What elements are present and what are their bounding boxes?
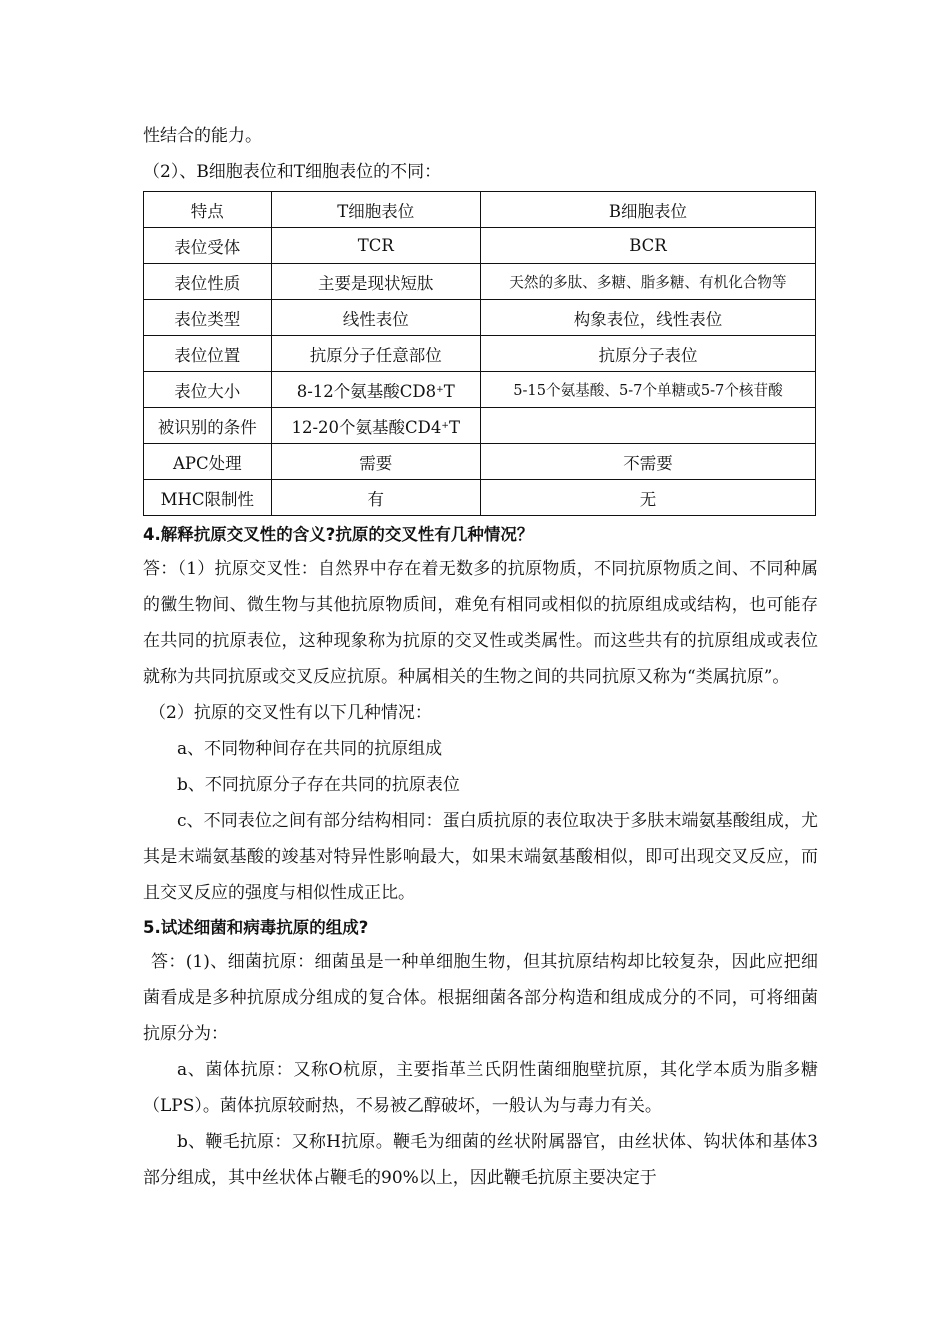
t-epitope-cell: 线性表位 <box>271 300 480 336</box>
cell-text-suffix: T <box>448 417 460 437</box>
b-epitope-cell: 不需要 <box>480 444 815 480</box>
b-epitope-cell: 抗原分子表位 <box>480 336 815 372</box>
row-label: 表位受体 <box>144 228 272 264</box>
list-item: b、不同抗原分子存在共同的抗原表位 <box>177 775 460 795</box>
table-header-row <box>144 192 816 228</box>
row-label: 表位大小 <box>144 372 272 408</box>
table-row <box>144 228 816 264</box>
b-epitope-cell: BCR <box>480 228 815 264</box>
header-cell-b-epitope: B细胞表位 <box>480 192 815 228</box>
table-caption: （2）、B细胞表位和T细胞表位的不同： <box>143 162 442 182</box>
table-row <box>144 300 816 336</box>
table-row <box>144 480 816 516</box>
question-5-title: 5.试述细菌和病毒抗原的组成? <box>143 918 369 937</box>
row-label: APC处理 <box>144 444 272 480</box>
b-epitope-cell: 构象表位，线性表位 <box>480 300 815 336</box>
list-item: c、不同表位之间有部分结构相同：蛋白质抗原的表位取决于多肤末端氨基酸组成，尤其是末端氨基酸的竣基对特异性影响最大，如果末端氨基酸相似，即可出现交叉反应，而且交叉反应的强度与相似性成正比。 <box>143 811 818 903</box>
table-row <box>144 372 816 408</box>
b-epitope-cell: 天然的多肽、多糖、脂多糖、有机化合物等 <box>480 264 815 300</box>
row-label: 被识别的条件 <box>144 408 272 444</box>
document-body <box>143 118 818 1196</box>
question-4-subtitle: （2）抗原的交叉性有以下几种情况： <box>149 703 432 723</box>
table-row <box>144 336 816 372</box>
cell-text: 8-12个氨基酸CD8 <box>296 381 437 401</box>
row-label: MHC限制性 <box>144 480 272 516</box>
b-epitope-cell: 无 <box>480 480 815 516</box>
t-epitope-cell: 主要是现状短肽 <box>271 264 480 300</box>
row-label: 表位性质 <box>144 264 272 300</box>
header-cell-feature: 特点 <box>144 192 272 228</box>
epitope-comparison-table <box>143 191 816 516</box>
b-epitope-cell <box>480 408 815 444</box>
t-epitope-cell <box>271 372 480 408</box>
table-row <box>144 264 816 300</box>
t-epitope-cell <box>271 408 480 444</box>
table-row <box>144 444 816 480</box>
cell-text-suffix: T <box>443 381 455 401</box>
row-label: 表位类型 <box>144 300 272 336</box>
list-item: a、不同物种间存在共同的抗原组成 <box>177 739 443 759</box>
t-epitope-cell: TCR <box>271 228 480 264</box>
superscript-plus: + <box>441 420 449 431</box>
superscript-plus: + <box>436 384 444 395</box>
list-item: b、鞭毛抗原：又称H抗原。鞭毛为细菌的丝状附属器官，由丝状体、钩状体和基体3部分组成，其中丝状体占鞭毛的90%以上，因此鞭毛抗原主要决定于 <box>143 1132 818 1188</box>
table-row <box>144 408 816 444</box>
cell-text: 12-20个氨基酸CD4 <box>291 417 442 437</box>
t-epitope-cell: 需要 <box>271 444 480 480</box>
t-epitope-cell: 有 <box>271 480 480 516</box>
list-item: a、菌体抗原：又称O杭原，主要指革兰氏阴性菌细胞壁抗原，其化学本质为脂多糖（LPS）。菌体抗原较耐热，不易被乙醇破坏，一般认为与毒力有关。 <box>143 1060 818 1116</box>
question-4-answer-paragraph: 答：（1）抗原交叉性：自然界中存在着无数多的抗原物质，不同抗原物质之间、不同种属的黴生物间、微生物与其他抗原物质间，难免有相同或相似的抗原组成或结构，也可能存在共同的抗原表位，这种现象称为抗原的交叉性或类属性。而这些共有的抗原组成或表位就称为共同抗原或交叉反应抗原。种属相关的生物之间的共同抗原又称为“类属抗原”。 <box>143 559 818 687</box>
row-label: 表位位置 <box>144 336 272 372</box>
question-4-title: 4.解释抗原交叉性的含义?抗原的交叉性有几种情况？ <box>143 525 534 544</box>
header-cell-t-epitope: T细胞表位 <box>271 192 480 228</box>
intro-line: 性结合的能力。 <box>143 126 262 146</box>
question-5-answer-paragraph: 答：(1)、细菌抗原：细菌虽是一种单细胞生物，但其抗原结构却比较复杂，因此应把细菌看成是多种抗原成分组成的复合体。根据细菌各部分构造和组成成分的不同，可将细菌抗原分为： <box>143 952 818 1044</box>
b-epitope-cell: 5-15个氨基酸、5-7个单糖或5-7个核苷酸 <box>480 372 815 408</box>
t-epitope-cell: 抗原分子任意部位 <box>271 336 480 372</box>
